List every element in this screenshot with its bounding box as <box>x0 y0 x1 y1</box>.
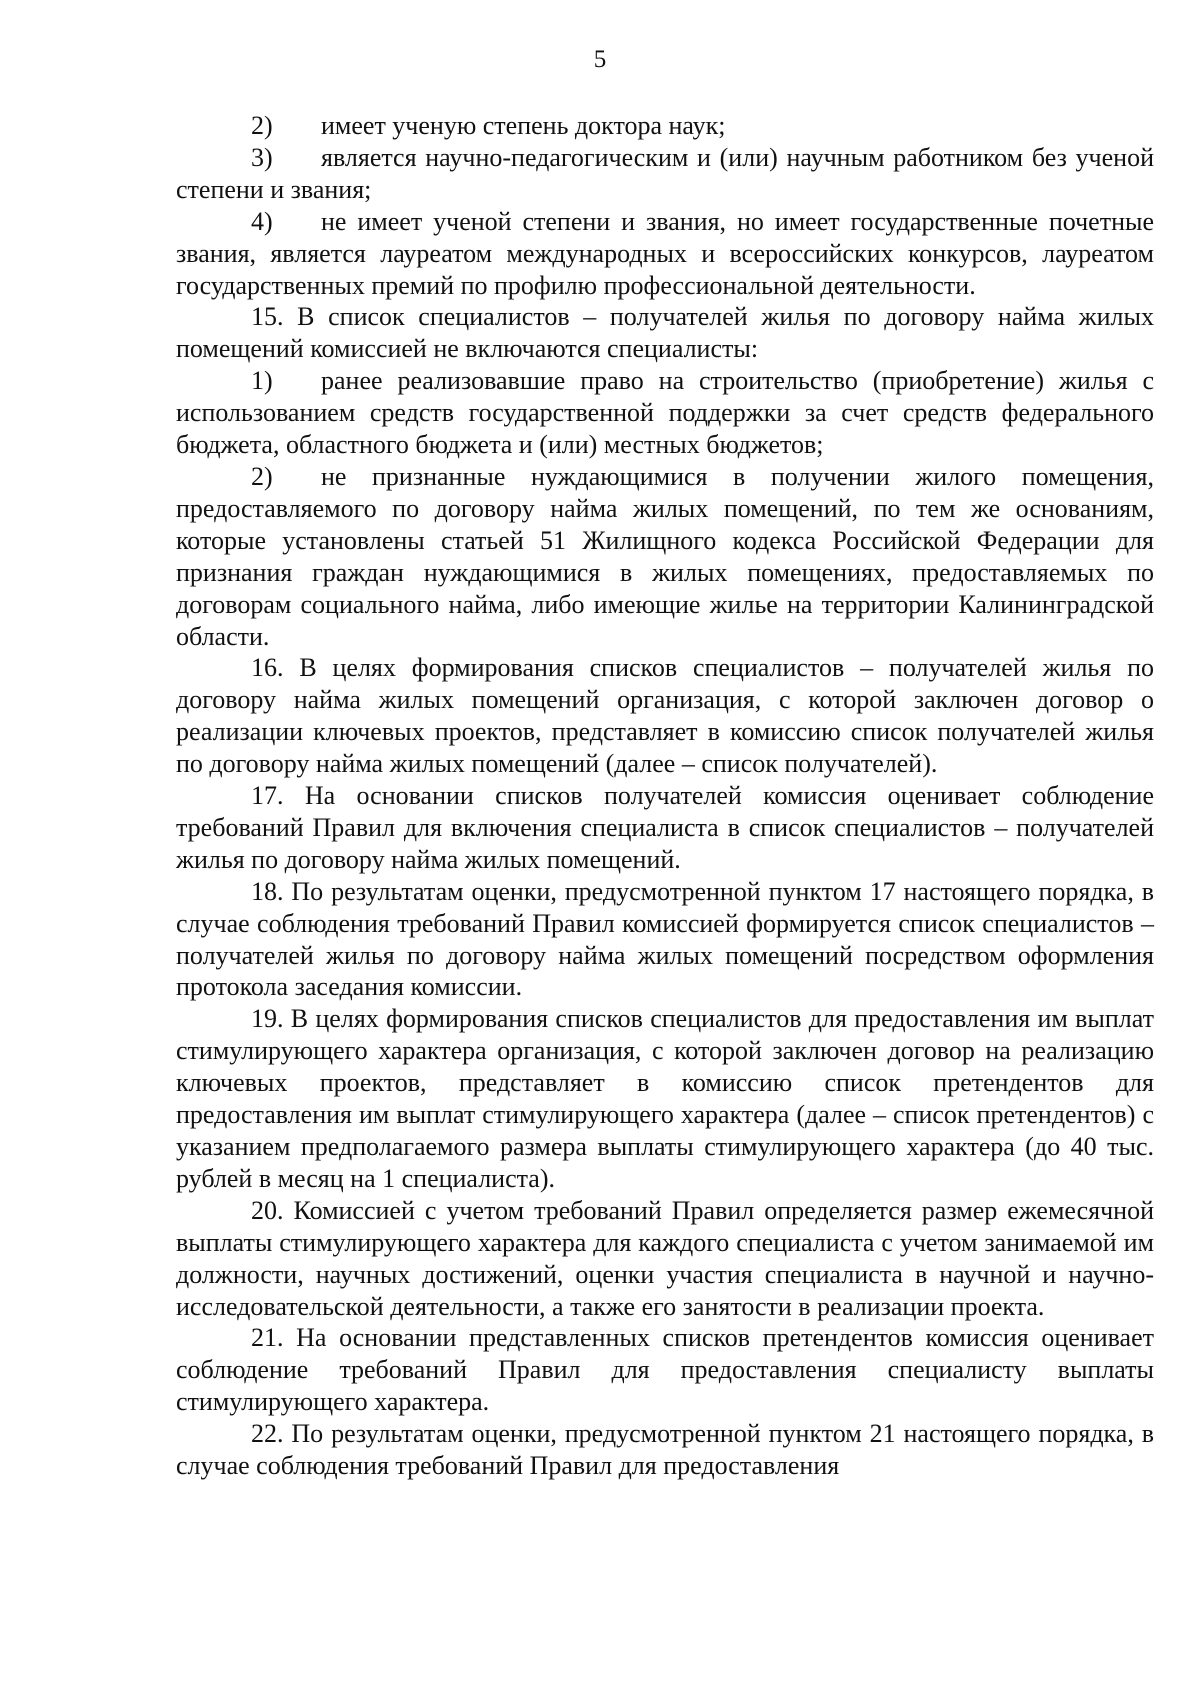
document-body <box>176 110 1154 1482</box>
clause-15: 15. В список специалистов – получателей жилья по договору найма жилых помещений комиссией не включаются специалисты: <box>176 302 1154 364</box>
item-number: 2) <box>251 461 273 491</box>
item-text: имеет ученую степень доктора наук; <box>321 111 726 140</box>
clause-19: 19. В целях формирования списков специалистов для предоставления им выплат стимулирующего характера организация, с которой заключен договор на реализацию ключевых проектов, представляет в комиссию список претендентов для предоставления им выплат стимулирующего характера (далее – список претендентов) с указанием предполагаемого размера выплаты стимулирующего характера (до 40 тыс. рублей в месяц на 1 специалиста). <box>176 1004 1154 1193</box>
clause-22: 22. По результатам оценки, предусмотренной пунктом 21 настоящего порядка, в случае соблюдения требований Правил для предоставления <box>176 1419 1154 1481</box>
list-item-2b <box>176 461 1154 652</box>
clause-20: 20. Комиссией с учетом требований Правил определяется размер ежемесячной выплаты стимулирующего характера для каждого специалиста с учетом занимаемой им должности, научных достижений, оценки участия специалиста в научной и научно-исследовательской деятельности, а также его занятости в реализации проекта. <box>176 1195 1154 1321</box>
item-number: 4) <box>251 206 273 236</box>
item-text: ранее реализовавшие право на строительство (приобретение) жилья с использованием средств государственной поддержки за счет средств федерального бюджета, областного бюджета и (или) местных бюджетов; <box>176 366 1154 460</box>
list-item-4 <box>176 206 1154 302</box>
clause-16: 16. В целях формирования списков специалистов – получателей жилья по договору найма жилых помещений организация, с которой заключен договор о реализации ключевых проектов, представляет в комиссию список получателей жилья по договору найма жилых помещений (далее – список получателей). <box>176 653 1154 779</box>
clause-18: 18. По результатам оценки, предусмотренной пунктом 17 настоящего порядка, в случае соблюдения требований Правил комиссией формируется список специалистов – получателей жилья по договору найма жилых помещений посредством оформления протокола заседания комиссии. <box>176 876 1154 1002</box>
list-item-3 <box>176 142 1154 206</box>
item-text: является научно-педагогическим и (или) научным работником без ученой степени и звания; <box>176 142 1154 204</box>
page-number: 5 <box>593 46 607 73</box>
item-text: не признанные нуждающимися в получении жилого помещения, предоставляемого по договору найма жилых помещений, по тем же основаниям, которые установлены статьей 51 Жилищного кодекса Российской Федерации для признания граждан нуждающимися в жилых помещениях, предоставляемых по договорам социального найма, либо имеющие жилье на территории Калининградской области. <box>176 461 1154 651</box>
item-number: 1) <box>251 366 273 396</box>
clause-17: 17. На основании списков получателей комиссия оценивает соблюдение требований Правил для включения специалиста в список специалистов – получателей жилья по договору найма жилых помещений. <box>176 781 1154 874</box>
list-item-2 <box>176 110 1154 142</box>
item-number: 2) <box>251 111 273 140</box>
item-number: 3) <box>251 142 273 172</box>
list-item-1 <box>176 365 1154 461</box>
item-text: не имеет ученой степени и звания, но имеет государственные почетные звания, является лауреатом международных и всероссийских конкурсов, лауреатом государственных премий по профилю профессиональной деятельности. <box>176 206 1154 300</box>
clause-21: 21. На основании представленных списков претендентов комиссия оценивает соблюдение требований Правил для предоставления специалисту выплаты стимулирующего характера. <box>176 1323 1154 1417</box>
